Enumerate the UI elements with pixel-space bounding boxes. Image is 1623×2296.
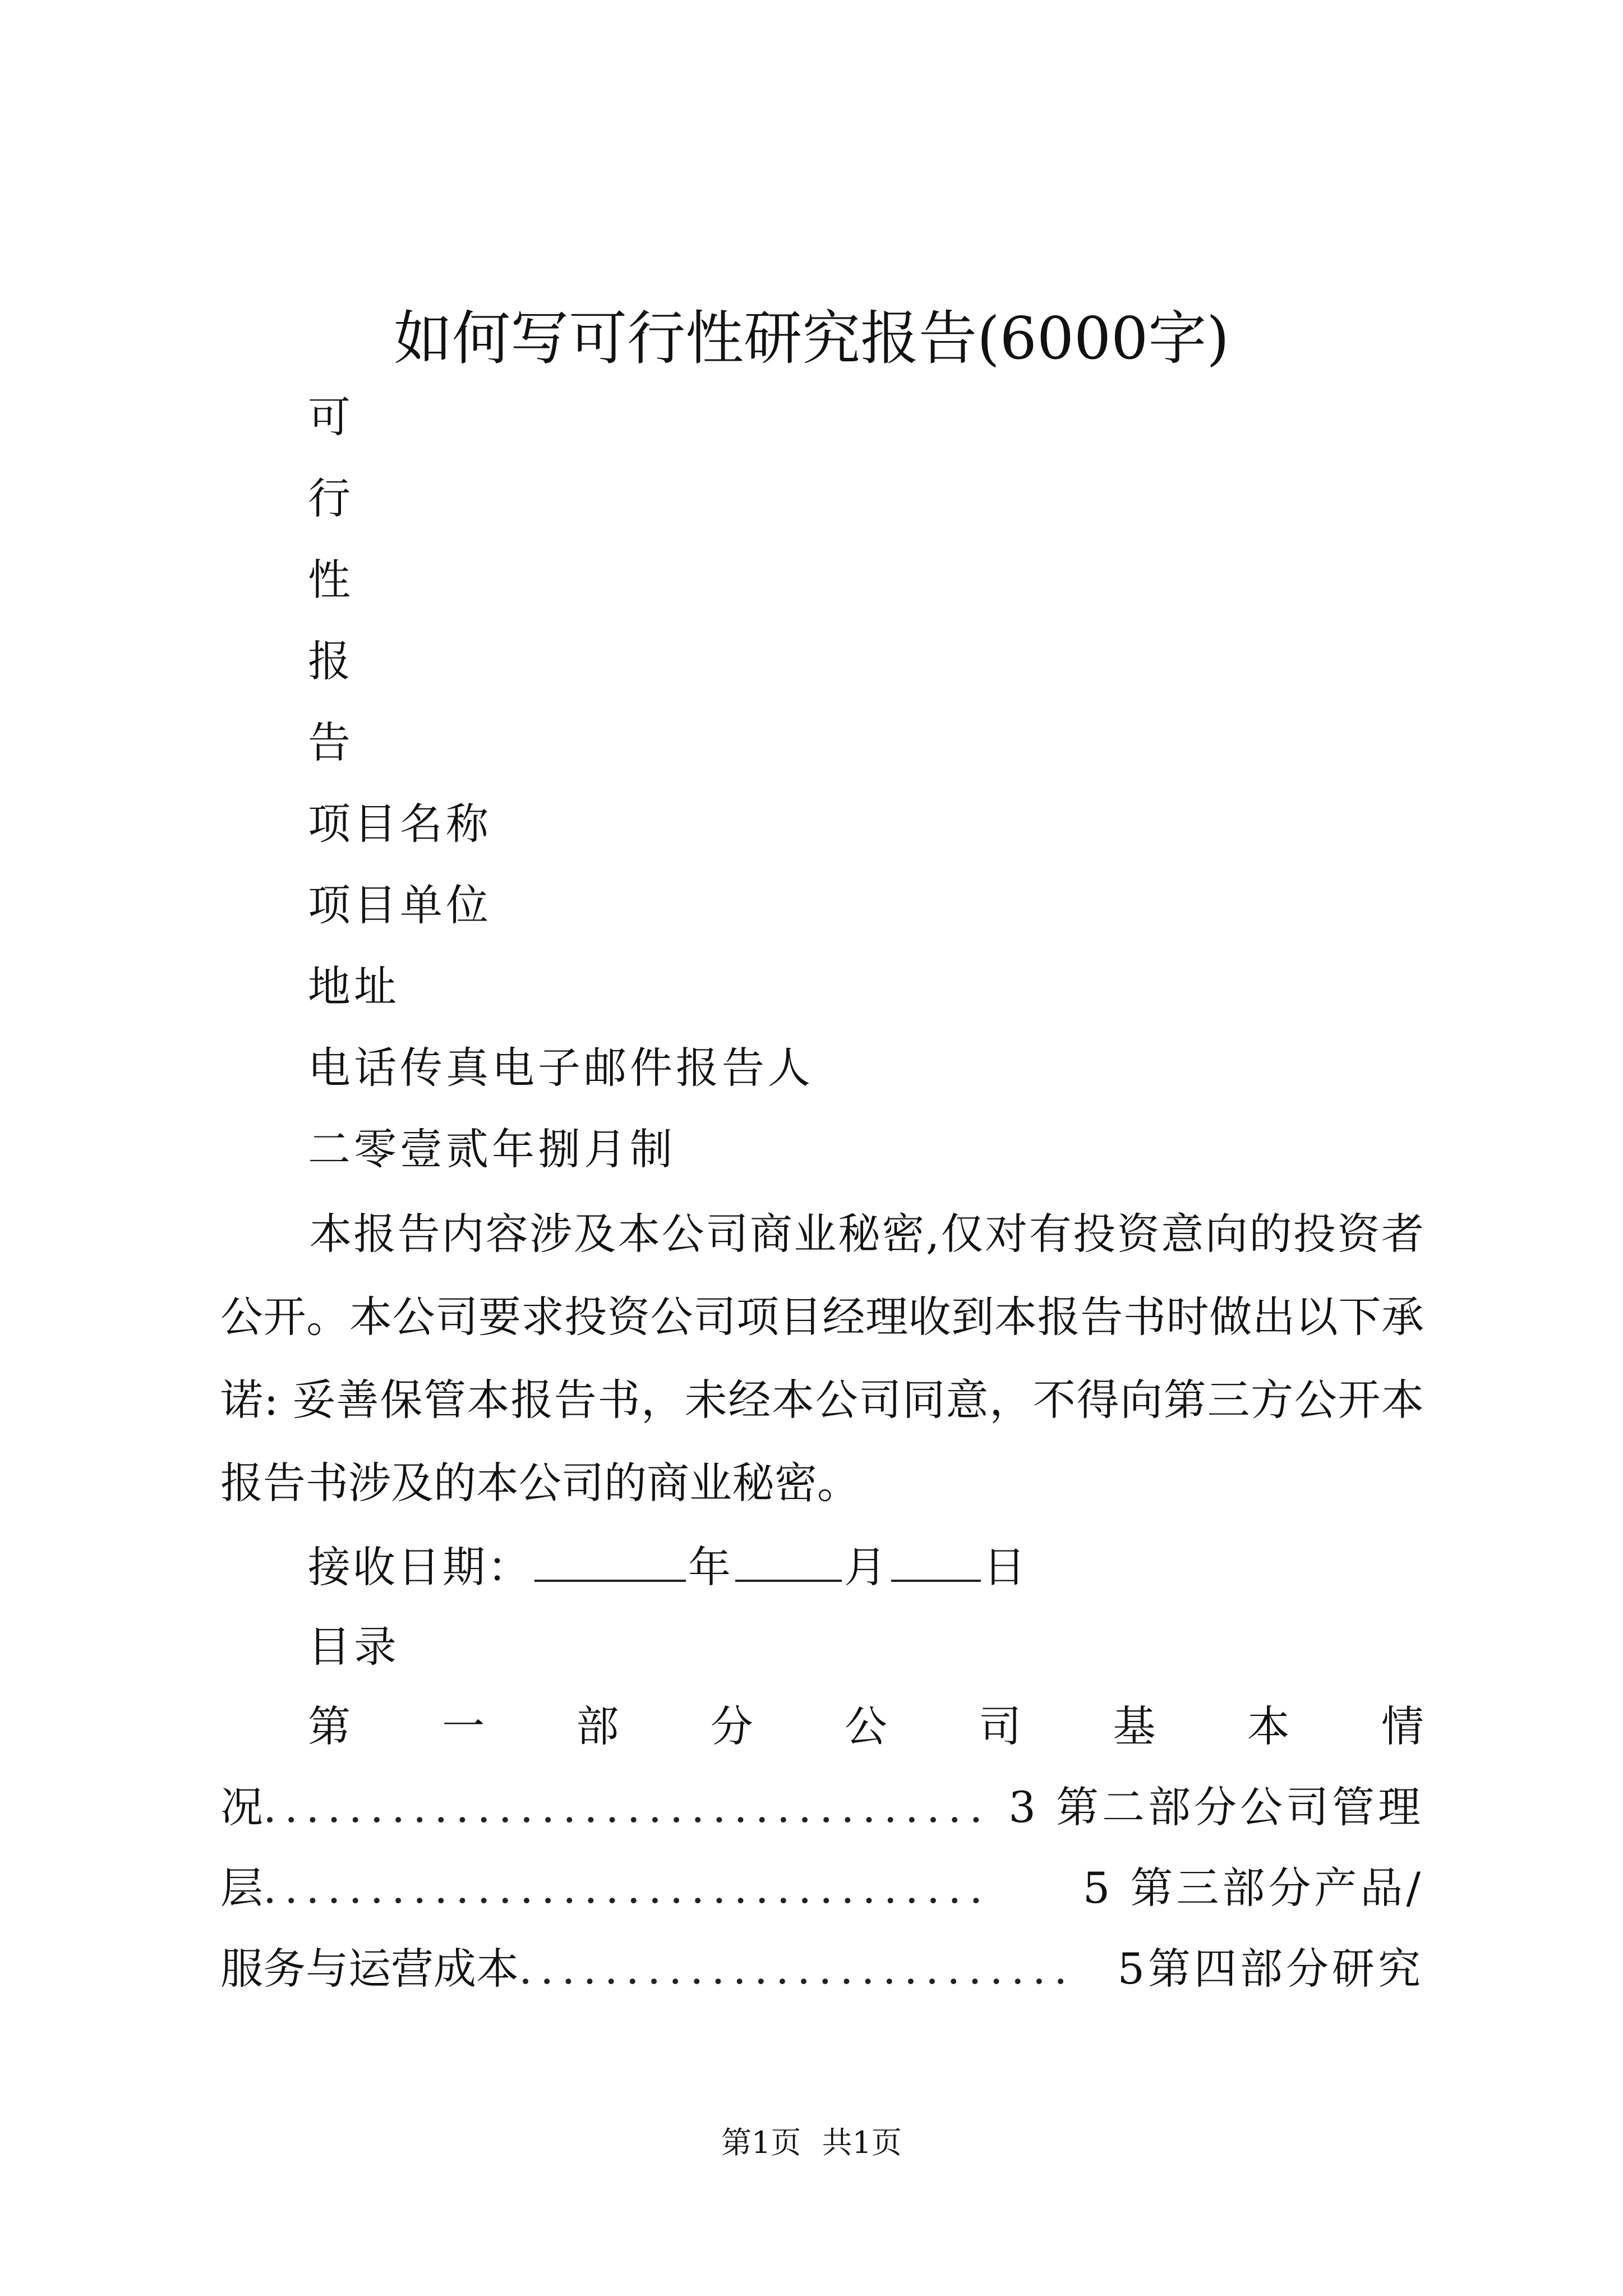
day-blank: [891, 1540, 981, 1582]
toc-heading: 目录: [308, 1622, 400, 1672]
month-label: 月: [844, 1542, 889, 1592]
page-number: 第1页: [721, 2125, 801, 2160]
toc-row-left: 况: [220, 1782, 263, 1832]
cover-char: 性: [308, 555, 354, 605]
cover-char: 行: [308, 473, 354, 523]
toc-row-dots: ..................................: [263, 1782, 991, 1832]
toc-char: 基: [1113, 1701, 1156, 1751]
receive-date-line: [308, 1539, 1028, 1595]
month-blank: [735, 1540, 842, 1582]
toc-row-left: 层: [220, 1863, 263, 1913]
page-footer: [0, 2120, 1623, 2165]
toc-char: 分: [710, 1701, 753, 1751]
document-title: 如何写可行性研究报告(6000字): [394, 304, 1229, 372]
project-name-field: 项目名称: [308, 799, 492, 849]
cover-char: 可: [308, 392, 354, 442]
toc-char: 第: [308, 1701, 351, 1751]
toc-row-left: 服务与运营成本: [220, 1944, 519, 1994]
confidential-notice: 本报告内容涉及本公司商业秘密,仅对有投资意向的投资者公开。本公司要求投资公司项目经理收到本报告书时做出以下承诺: 妥善保管本报告书，未经本公司同意，不得向第三方公开本报告书涉及的本公司的商业秘密。: [220, 1209, 1424, 1508]
toc-first-line: [308, 1699, 1424, 1755]
year-label: 年: [688, 1542, 733, 1592]
toc-row-right: 3 第二部分公司管理: [1008, 1782, 1424, 1832]
toc-row: [220, 1779, 1424, 1835]
toc-char: 本: [1247, 1701, 1290, 1751]
toc-row-right: 5 第三部分产品/: [1082, 1863, 1424, 1913]
toc-row-dots: ..........................: [519, 1944, 1076, 1994]
toc-row-dots: ..................................: [263, 1863, 991, 1913]
toc-row: [220, 1860, 1424, 1916]
toc-char: 一: [442, 1701, 485, 1751]
day-label: 日: [983, 1542, 1028, 1592]
project-unit-field: 项目单位: [308, 880, 492, 930]
address-field: 地址: [308, 961, 400, 1011]
toc-char: 部: [576, 1701, 619, 1751]
toc-row: [220, 1941, 1424, 1997]
date-made-field: 二零壹贰年捌月制: [308, 1124, 676, 1174]
toc-char: 公: [845, 1701, 887, 1751]
year-blank: [534, 1540, 686, 1582]
toc-char: 情: [1381, 1701, 1424, 1751]
receive-date-label: 接收日期：: [308, 1542, 532, 1592]
toc-char: 司: [979, 1701, 1022, 1751]
toc-row-right: 5第四部分研究: [1117, 1944, 1424, 1994]
cover-char: 告: [308, 717, 354, 767]
cover-char: 报: [308, 636, 354, 686]
page-total: 共1页: [822, 2125, 902, 2160]
contact-field: 电话传真电子邮件报告人: [308, 1043, 814, 1093]
